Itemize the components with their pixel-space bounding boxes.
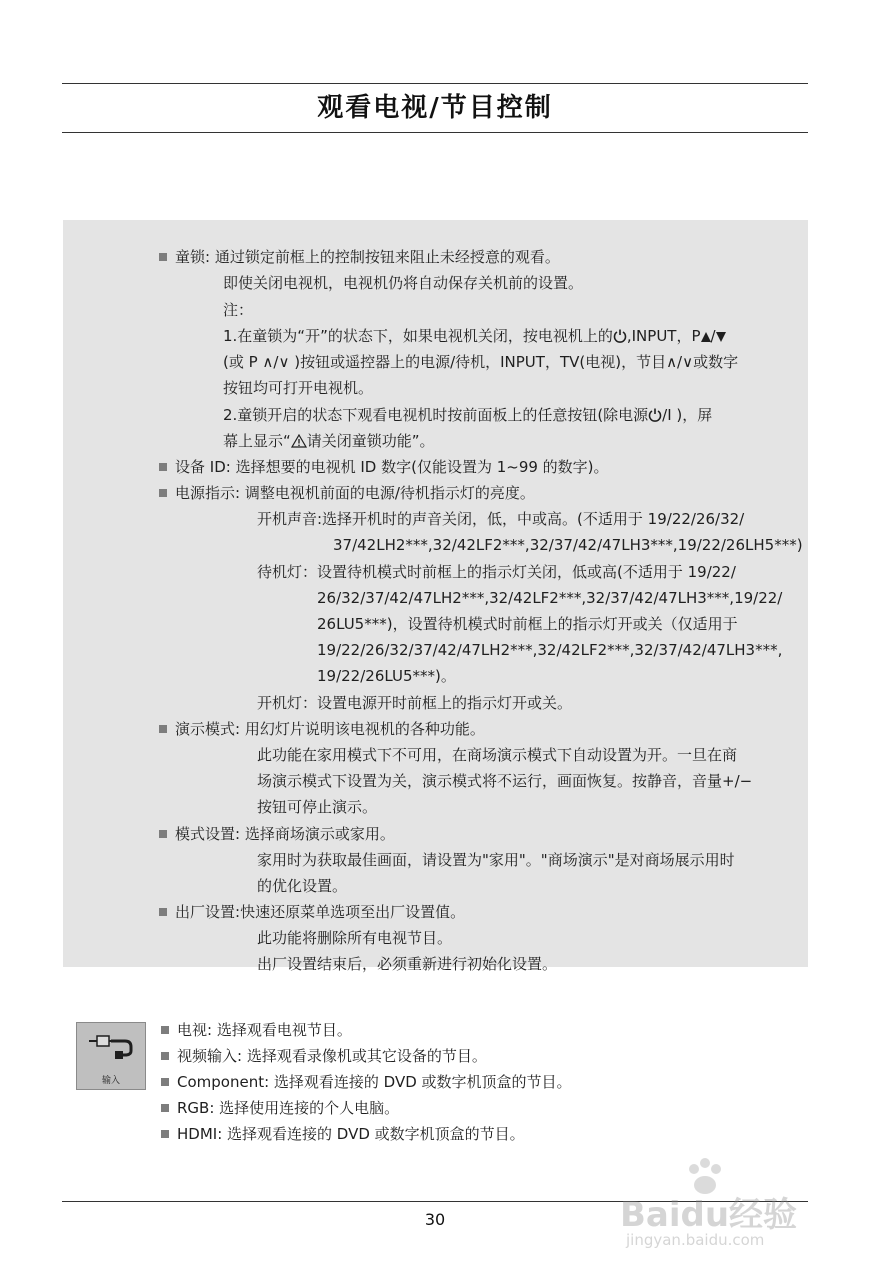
input-item-av: 视频输入: 选择观看录像机或其它设备的节目。 [177,1047,487,1065]
power-on-light: 开机灯：设置电源开时前框上的指示灯开或关。 [257,694,573,712]
power-standby-1: 待机灯：设置待机模式时前框上的指示灯关闭，低或高(不适用于 19/22/ [257,563,736,581]
lock-note1: 1.在童锁为“开”的状态下，如果电视机关闭，按电视机上的 ,INPUT，P / [223,323,726,349]
power-standby-3: 26LU5***)，设置待机模式时前框上的指示灯开或关（仅适用于 [317,615,738,633]
demo-line1: 此功能在家用模式下不可用，在商场演示模式下自动设置为开。一旦在商 [257,746,738,764]
warning-icon [291,434,307,448]
power-standby-4: 19/22/26/32/37/42/47LH2***,32/42LF2***,32/37/42/47LH3***, [317,641,783,659]
mode-line1: 家用时为获取最佳画面，请设置为"家用"。"商场演示"是对商场展示用时 [257,851,735,869]
input-item-component: Component: 选择观看连接的 DVD 或数字机顶盒的节目。 [177,1073,572,1091]
input-item-rgb: RGB: 选择使用连接的个人电脑。 [177,1099,400,1117]
input-item-tv: 电视: 选择观看电视节目。 [177,1021,352,1039]
bullet-icon [161,1078,169,1086]
lock-note1-cont: (或 P ∧/∨ )按钮或遥控器上的电源/待机，INPUT，TV(电视)，节目∧/∨或数字 [223,353,739,371]
power-icon [613,329,627,343]
power-sound-2: 37/42LH2***,32/42LF2***,32/37/42/47LH3***,19/22/26LH5***) [333,536,803,554]
demo-line2: 场演示模式下设置为关，演示模式将不运行，画面恢复。按静音，音量+/− [257,772,753,790]
triangle-down-icon [716,332,726,342]
baidu-watermark [620,1155,840,1255]
power-sound-1: 开机声音:选择开机时的声音关闭，低，中或高。(不适用于 19/22/26/32/ [257,510,745,528]
lock-note2: 2.童锁开启的状态下观看电视机时按前面板上的任意按钮(除电源 /I )，屏 [223,406,713,424]
input-menu-icon [76,1022,146,1090]
lock-note1-end: 按钮均可打开电视机。 [223,379,374,397]
power-standby-2: 26/32/37/42/47LH2***,32/42LF2***,32/37/42/47LH3***,19/22/ [317,589,783,607]
bullet-icon [161,1026,169,1034]
triangle-up-icon [701,332,711,342]
bullet-icon [159,830,167,838]
demo-line3: 按钮可停止演示。 [257,798,378,816]
factory-line1: 此功能将删除所有电视节目。 [257,929,453,947]
input-plug-icon [77,1025,145,1071]
mode-line2: 的优化设置。 [257,877,348,895]
lock-line [175,244,560,270]
demo-line: 演示模式: 用幻灯片说明该电视机的各种功能。 [175,720,485,738]
bullet-icon [159,463,167,471]
bullet-icon [159,253,167,261]
input-item-hdmi: HDMI: 选择观看连接的 DVD 或数字机顶盒的节目。 [177,1125,525,1143]
bullet-icon [159,725,167,733]
lock-note-label: 注： [223,301,254,319]
bullet-icon [159,489,167,497]
lock-note2-cont: 幕上显示“ 请关闭童锁功能”。 [223,432,435,450]
lock-desc: 通过锁定前框上的控制按钮来阻止未经授意的观看。 [214,248,560,266]
power-standby-5: 19/22/26LU5***)。 [317,667,456,685]
title-rule [62,132,808,133]
page-number: 30 [424,1210,446,1229]
power-line: 电源指示: 调整电视机前面的电源/待机指示灯的亮度。 [175,484,535,502]
bullet-icon [161,1104,169,1112]
set-id-line: 设备 ID: 选择想要的电视机 ID 数字(仅能设置为 1~99 的数字)。 [175,458,609,476]
top-rule [62,83,808,84]
page-title: 观看电视/节目控制 [317,93,553,123]
factory-line: 出厂设置:快速还原菜单选项至出厂设置值。 [175,903,466,921]
factory-line2: 出厂设置结束后，必须重新进行初始化设置。 [257,955,558,973]
input-menu-label: 输入 [101,1076,120,1086]
bullet-icon [161,1052,169,1060]
bullet-icon [161,1130,169,1138]
bullet-icon [159,908,167,916]
watermark-url: jingyan.baidu.com [626,1231,765,1249]
lock-label: 童锁: [175,248,211,266]
mode-line: 模式设置: 选择商场演示或家用。 [175,825,395,843]
lock-line2: 即使关闭电视机，电视机仍将自动保存关机前的设置。 [223,274,584,292]
watermark-brand: Baidu经验 [620,1195,798,1235]
power-icon [648,408,662,422]
